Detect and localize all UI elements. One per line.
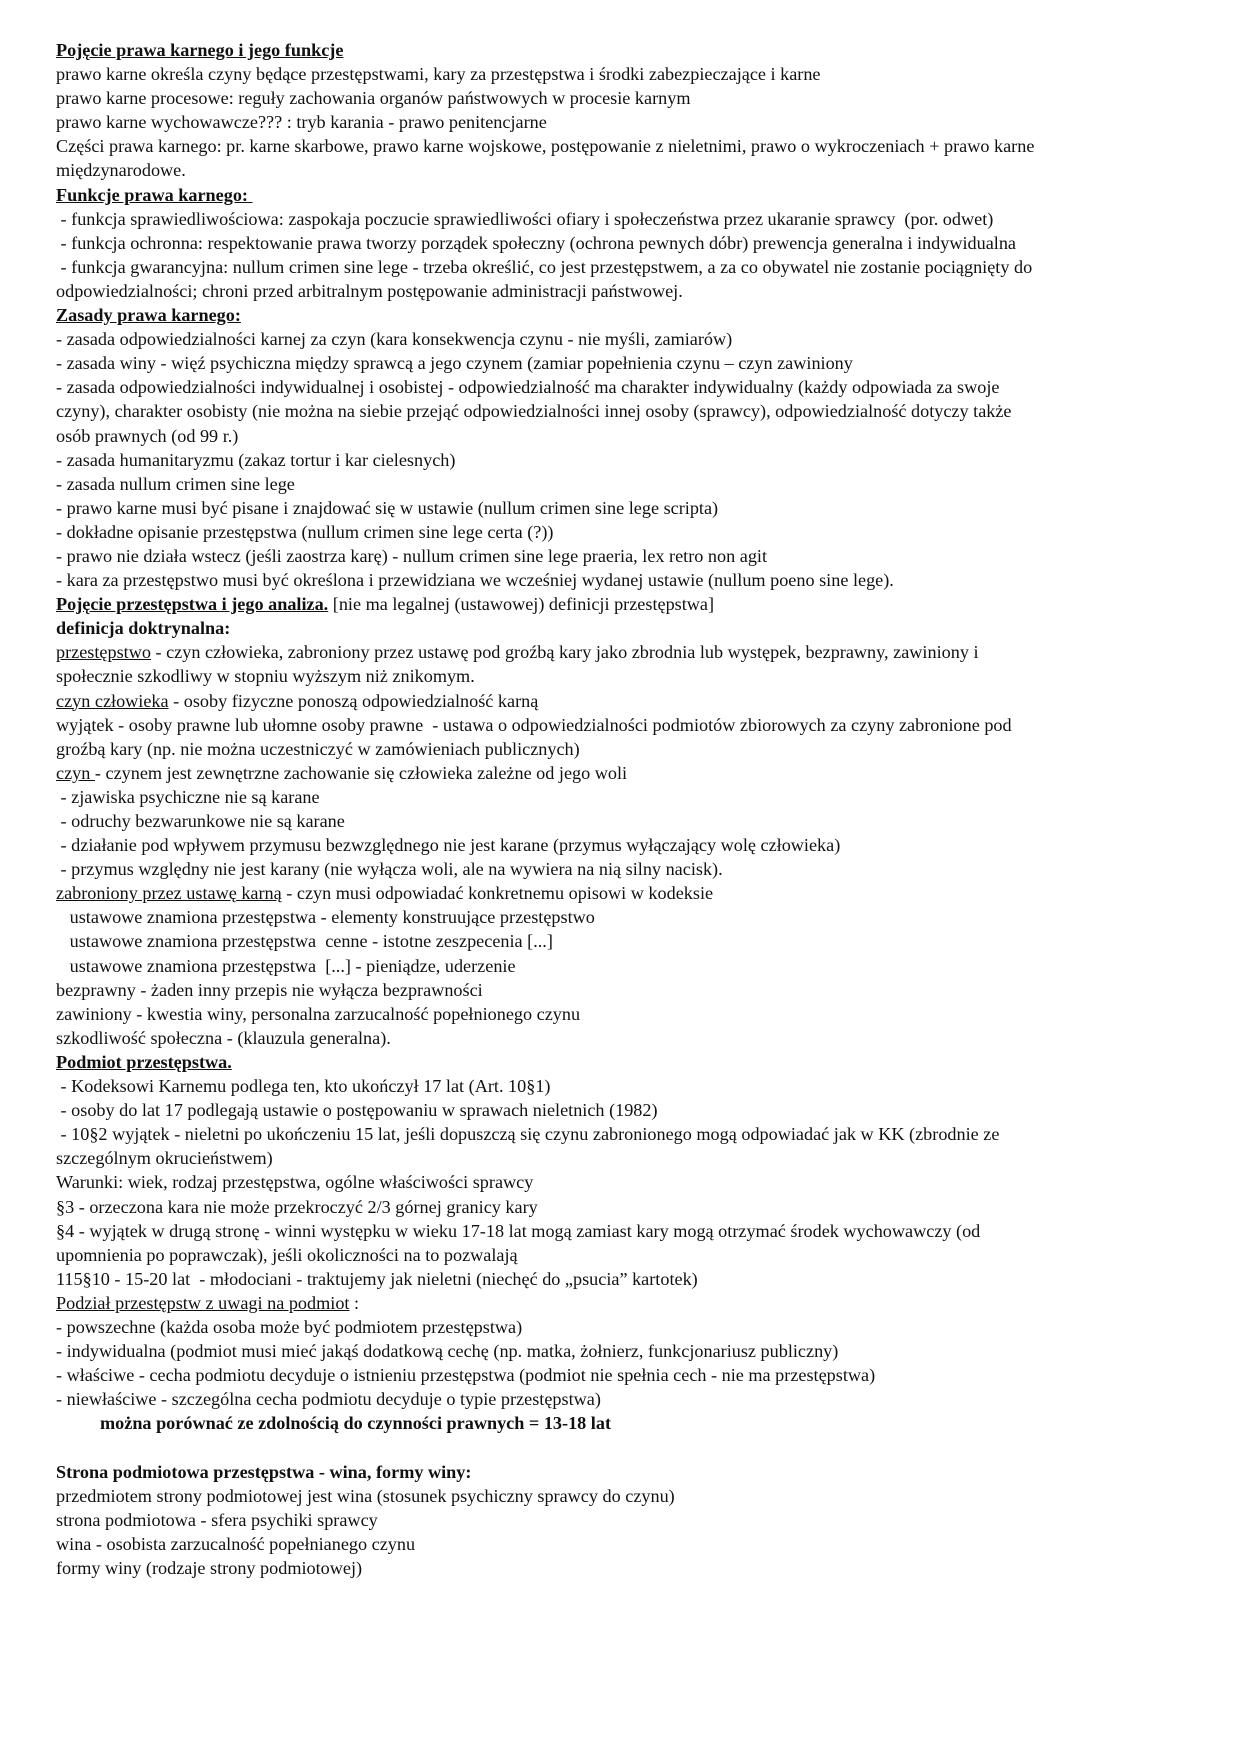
text-line: Warunki: wiek, rodzaj przestępstwa, ogólne właściwości sprawcy bbox=[56, 1172, 534, 1193]
text-line: szczególnym okrucieństwem) bbox=[56, 1148, 273, 1169]
list-item: - zasada odpowiedzialności indywidualnej i osobistej - odpowiedzialność ma charakter indywidualny (każdy odpowiada za swoje bbox=[56, 377, 1000, 398]
list-item: - powszechne (każda osoba może być podmiotem przestępstwa) bbox=[56, 1316, 523, 1337]
list-item: - funkcja sprawiedliwościowa: zaspokaja poczucie sprawiedliwości ofiary i społeczeństwa przez ukaranie sprawcy (por. odwet) bbox=[56, 208, 994, 229]
text-line: międzynarodowe. bbox=[56, 160, 186, 181]
definition-text: : bbox=[349, 1292, 360, 1313]
definition-row bbox=[56, 689, 1184, 713]
definition-row bbox=[56, 881, 1184, 905]
list-item: - osoby do lat 17 podlegają ustawie o postępowaniu w sprawach nieletnich (1982) bbox=[56, 1100, 658, 1121]
text-line: §3 - orzeczona kara nie może przekroczyć 2/3 górnej granicy kary bbox=[56, 1196, 538, 1217]
text-line: społecznie szkodliwy w stopniu wyższym niż znikomym. bbox=[56, 666, 475, 687]
text-line: ustawowe znamiona przestępstwa [...] - pieniądze, uderzenie bbox=[56, 955, 516, 976]
text-line: formy winy (rodzaje strony podmiotowej) bbox=[56, 1557, 363, 1578]
section-heading-strona-podmiotowa: Strona podmiotowa przestępstwa - wina, formy winy: bbox=[56, 1461, 472, 1482]
text-line: bezprawny - żaden inny przepis nie wyłącza bezprawności bbox=[56, 979, 483, 1000]
definition-text: - czyn musi odpowiadać konkretnemu opisowi w kodeksie bbox=[281, 883, 714, 904]
list-item: - zjawiska psychiczne nie są karane bbox=[56, 786, 320, 807]
list-item: - funkcja ochronna: respektowanie prawa tworzy porządek społeczny (ochrona pewnych dóbr) prewencja generalna i indywidualna bbox=[56, 232, 1017, 253]
text-line: ustawowe znamiona przestępstwa cenne - istotne zeszpecenia [...] bbox=[56, 931, 553, 952]
list-item: - prawo nie działa wstecz (jeśli zaostrza karę) - nullum crimen sine lege praeria, lex retro non agit bbox=[56, 545, 768, 566]
list-item: - niewłaściwe - szczególna cecha podmiotu decyduje o typie przestępstwa) bbox=[56, 1389, 601, 1410]
list-item: - indywidualna (podmiot musi mieć jakąś dodatkową cechę (np. matka, żołnierz, funkcjonariusz publiczny) bbox=[56, 1341, 839, 1362]
text-line: ustawowe znamiona przestępstwa - elementy konstruujące przestępstwo bbox=[56, 907, 595, 928]
text-line: groźbą kary (np. nie można uczestniczyć w zamówieniach publicznych) bbox=[56, 738, 580, 759]
text-line: wyjątek - osoby prawne lub ułomne osoby prawne - ustawa o odpowiedzialności podmiotów zbiorowych za czyny zabronione pod bbox=[56, 714, 1012, 735]
list-item: - zasada winy - więź psychiczna między sprawcą a jego czynem (zamiar popełnienia czynu – czyn zawiniony bbox=[56, 353, 853, 374]
list-item: - prawo karne musi być pisane i znajdować się w ustawie (nullum crimen sine lege scripta) bbox=[56, 497, 719, 518]
list-item: - zasada odpowiedzialności karnej za czyn (kara konsekwencja czynu - nie myśli, zamiarów) bbox=[56, 329, 733, 350]
text-line: szkodliwość społeczna - (klauzula generalna). bbox=[56, 1027, 391, 1048]
text-line: przedmiotem strony podmiotowej jest wina (stosunek psychiczny sprawcy do czynu) bbox=[56, 1485, 675, 1506]
definition-term: czyn bbox=[56, 762, 95, 783]
list-item: - działanie pod wpływem przymusu bezwzględnego nie jest karane (przymus wyłączający wolę człowieka) bbox=[56, 835, 841, 856]
text-line: 115§10 - 15-20 lat - młodociani - traktujemy jak nieletni (niechęć do „psucia” kartotek) bbox=[56, 1268, 698, 1289]
list-item: - funkcja gwarancyjna: nullum crimen sine lege - trzeba określić, co jest przestępstwem, a za co obywatel nie zostanie pociągnięty do bbox=[56, 256, 1033, 277]
text-line: prawo karne procesowe: reguły zachowania organów państwowych w procesie karnym bbox=[56, 88, 691, 109]
section-heading-pojecie-prawa: Pojęcie prawa karnego i jego funkcje bbox=[56, 40, 344, 60]
definition-term: przestępstwo bbox=[56, 642, 151, 663]
definition-term: zabroniony przez ustawę karną bbox=[56, 883, 282, 904]
definition-text: - czynem jest zewnętrzne zachowanie się człowieka zależne od jego woli bbox=[94, 762, 628, 783]
text-line: czyny), charakter osobisty (nie można na siebie przejąć odpowiedzialności innej osoby (sprawcy), odpowiedzialność dotyczy także bbox=[56, 401, 1012, 422]
list-item: - zasada nullum crimen sine lege bbox=[56, 473, 295, 494]
subheading-definicja: definicja doktrynalna: bbox=[56, 618, 231, 639]
definition-text: - czyn człowieka, zabroniony przez ustawę pod groźbą kary jako zbrodnia lub występek, bezprawny, zawiniony i bbox=[150, 642, 979, 663]
text-line: §4 - wyjątek w drugą stronę - winni występku w wieku 17-18 lat mogą zamiast kary mogą otrzymać środek wychowawczy (od bbox=[56, 1220, 981, 1241]
list-item: - dokładne opisanie przestępstwa (nullum crimen sine lege certa (?)) bbox=[56, 521, 554, 542]
list-item: - Kodeksowi Karnemu podlega ten, kto ukończył 17 lat (Art. 10§1) bbox=[56, 1076, 551, 1097]
section-heading-row-pojecie-przestepstwa bbox=[56, 592, 1184, 616]
text-line: zawiniony - kwestia winy, personalna zarzucalność popełnionego czynu bbox=[56, 1003, 581, 1024]
section-heading-zasady: Zasady prawa karnego: bbox=[56, 305, 241, 326]
text-line: strona podmiotowa - sfera psychiki sprawcy bbox=[56, 1509, 378, 1530]
text-line: upomnienia po poprawczak), jeśli okoliczności na to pozwalają bbox=[56, 1244, 518, 1265]
list-item: - właściwe - cecha podmiotu decyduje o istnieniu przestępstwa (podmiot nie spełnia cech - nie ma przestępstwa) bbox=[56, 1365, 876, 1386]
document-content bbox=[56, 38, 1184, 1580]
text-line: Części prawa karnego: pr. karne skarbowe, prawo karne wojskowe, postępowanie z nieletnimi, prawo o wykroczeniach + prawo karne bbox=[56, 136, 1035, 157]
list-item: - zasada humanitaryzmu (zakaz tortur i kar cielesnych) bbox=[56, 449, 456, 470]
section-heading-podmiot: Podmiot przestępstwa. bbox=[56, 1051, 232, 1072]
list-item: - 10§2 wyjątek - nieletni po ukończeniu 15 lat, jeśli dopuszczą się czynu zabronionego mogą odpowiadać jak w KK (zbrodnie ze bbox=[56, 1124, 1000, 1145]
podzial-row bbox=[56, 1291, 1184, 1315]
list-item: - kara za przestępstwo musi być określona i przewidziana we wcześniej wydanej ustawie (nullum poeno sine lege). bbox=[56, 570, 894, 591]
heading-note: [nie ma legalnej (ustawowej) definicji przestępstwa] bbox=[328, 594, 715, 615]
text-line: osób prawnych (od 99 r.) bbox=[56, 425, 239, 446]
definition-text: - osoby fizyczne ponoszą odpowiedzialność karną bbox=[168, 690, 539, 711]
definition-term: Podział przestępstw z uwagi na podmiot bbox=[56, 1292, 350, 1313]
definition-term: czyn człowieka bbox=[56, 690, 169, 711]
list-item: - odruchy bezwarunkowe nie są karane bbox=[56, 811, 345, 831]
bold-note: można porównać ze zdolnością do czynności prawnych = 13-18 lat bbox=[100, 1413, 612, 1434]
list-item: - przymus względny nie jest karany (nie wyłącza woli, ale na wywiera na nią silny nacisk). bbox=[56, 859, 723, 880]
blank-line bbox=[56, 1435, 1184, 1459]
definition-row bbox=[56, 761, 1184, 785]
text-line: prawo karne określa czyny będące przestępstwami, kary za przestępstwa i środki zabezpieczające i karne bbox=[56, 64, 821, 85]
text-line: wina - osobista zarzucalność popełnianego czynu bbox=[56, 1533, 416, 1554]
section-heading-pojecie-przestepstwa: Pojęcie przestępstwa i jego analiza. bbox=[56, 594, 329, 615]
definition-row bbox=[56, 640, 1184, 664]
text-line: odpowiedzialności; chroni przed arbitralnym postępowanie administracji państwowej. bbox=[56, 280, 683, 301]
text-line: prawo karne wychowawcze??? : tryb karania - prawo penitencjarne bbox=[56, 112, 547, 133]
section-heading-funkcje: Funkcje prawa karnego: bbox=[56, 184, 253, 205]
